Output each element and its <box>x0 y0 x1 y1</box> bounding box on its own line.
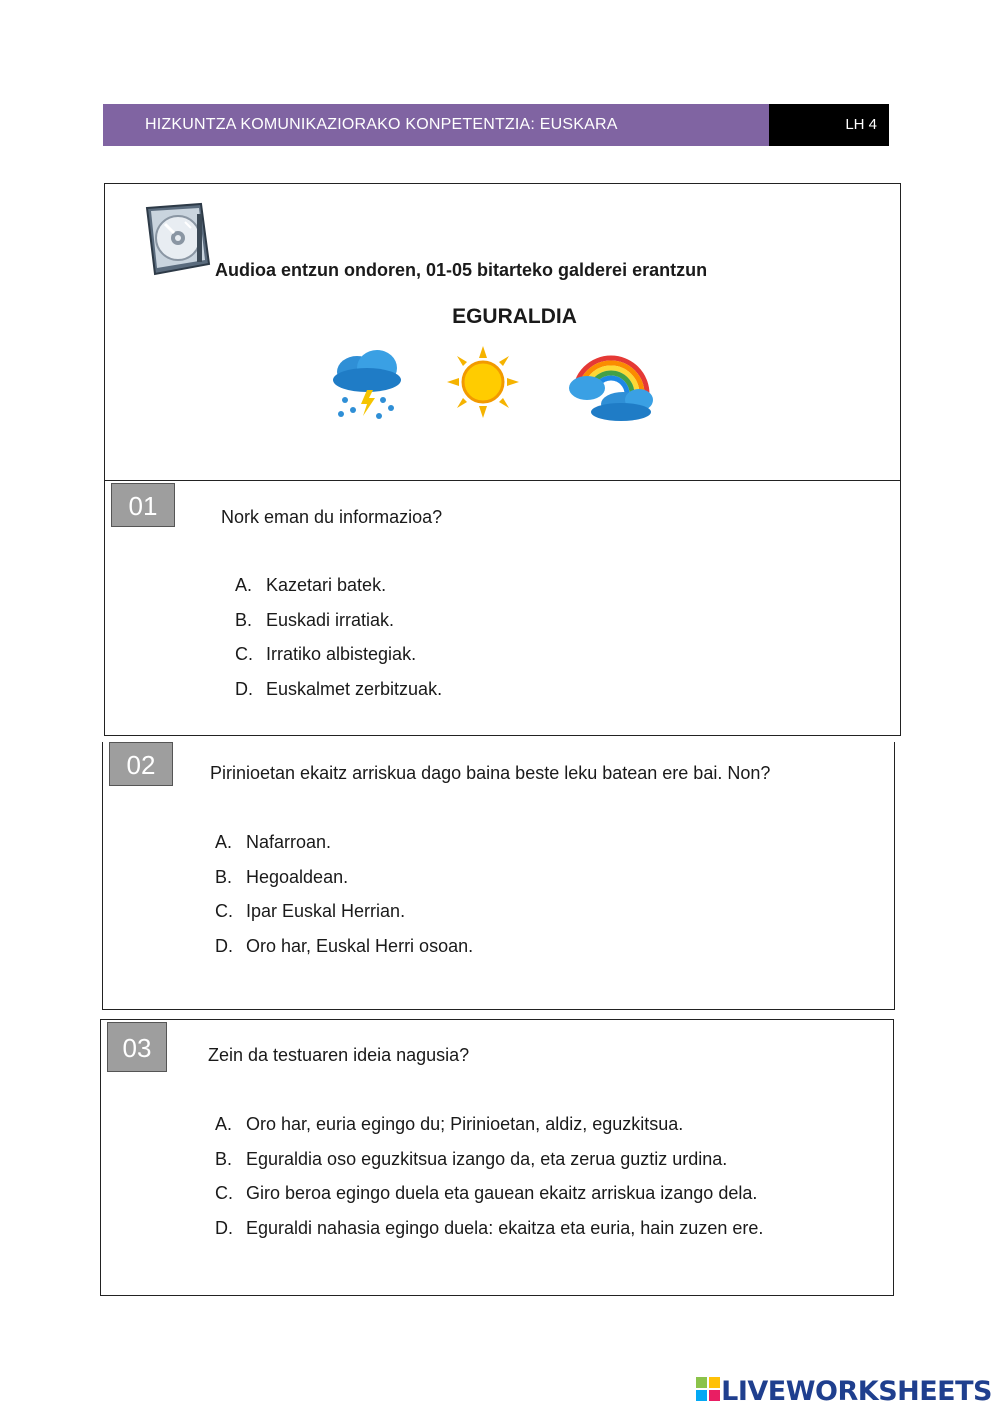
answer-option[interactable]: B. Eguraldia oso eguzkitsua izango da, eta zerua guztiz urdina. <box>215 1148 728 1169</box>
liveworksheets-watermark[interactable] <box>695 1376 992 1407</box>
audio-cd-icon[interactable] <box>141 202 213 285</box>
question-box-01 <box>104 480 901 736</box>
answer-option[interactable]: D. Eguraldi nahasia egingo duela: ekaitza eta euria, hain zuzen ere. <box>215 1217 764 1238</box>
storm-cloud-icon <box>327 344 407 429</box>
answer-options <box>235 575 442 713</box>
answer-option[interactable]: C. Irratiko albistegiak. <box>235 644 417 665</box>
answer-option[interactable]: B. Hegoaldean. <box>215 866 349 887</box>
watermark-text: LIVEWORKSHEETS <box>721 1376 992 1407</box>
question-text: Nork eman du informazioa? <box>221 507 443 527</box>
question-number: 03 <box>107 1022 167 1072</box>
answer-option[interactable]: D. Euskalmet zerbitzuak. <box>235 678 443 699</box>
answer-option[interactable]: C. Giro beroa egingo duela eta gauean ekaitz arriskua izango dela. <box>215 1183 758 1204</box>
level-label: LH 4 <box>769 104 889 146</box>
liveworksheets-logo-icon <box>695 1376 721 1407</box>
topic-title: EGURALDIA <box>452 305 577 328</box>
answer-option[interactable]: D. Oro har, Euskal Herri osoan. <box>215 935 474 956</box>
answer-option[interactable]: A. Kazetari batek. <box>235 575 387 595</box>
answer-option[interactable]: C. Ipar Euskal Herrian. <box>215 901 406 922</box>
question-number: 02 <box>109 742 173 786</box>
answer-option[interactable]: A. Nafarroan. <box>215 832 332 852</box>
answer-option[interactable]: A. Oro har, euria egingo du; Pirinioetan, aldiz, eguzkitsua. <box>215 1114 684 1134</box>
answer-options <box>215 1114 763 1252</box>
rainbow-cloud-icon <box>565 344 657 429</box>
instruction-text: Audioa entzun ondoren, 01-05 bitarteko galderei erantzun <box>215 260 708 280</box>
answer-options <box>215 832 473 970</box>
answer-option[interactable]: B. Euskadi irratiak. <box>235 609 395 630</box>
subject-title: HIZKUNTZA KOMUNIKAZIORAKO KONPETENTZIA: EUSKARA <box>103 104 769 146</box>
header-bar <box>103 104 889 146</box>
question-text: Zein da testuaren ideia nagusia? <box>208 1045 470 1065</box>
sun-icon <box>445 344 521 425</box>
question-text: Pirinioetan ekaitz arriskua dago baina beste leku batean ere bai. Non? <box>210 763 771 783</box>
intro-box <box>104 183 901 481</box>
question-box-03 <box>100 1019 894 1296</box>
question-number: 01 <box>111 483 175 527</box>
question-box-02 <box>102 742 895 1010</box>
